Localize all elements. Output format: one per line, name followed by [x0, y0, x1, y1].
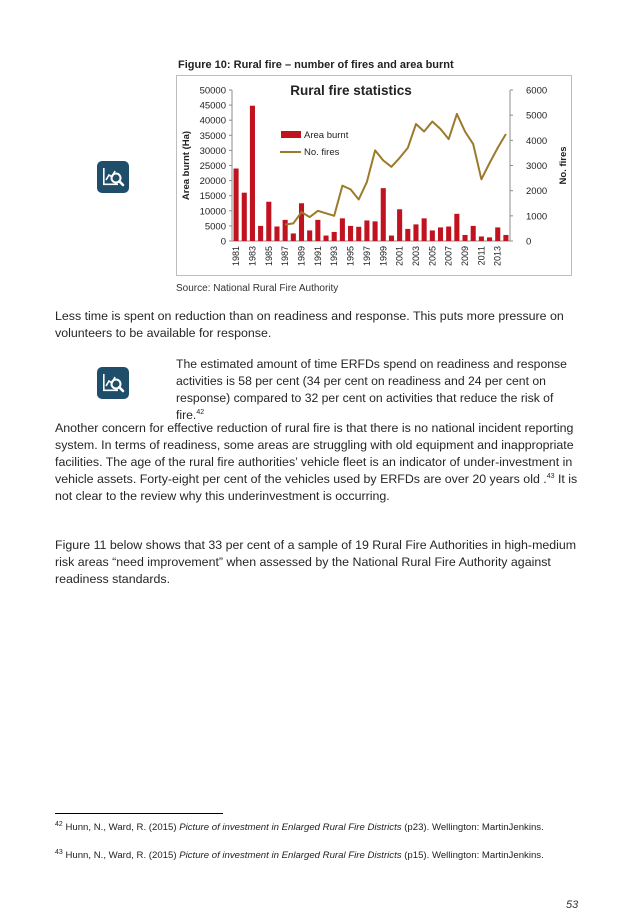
- y-tick-label: 20000: [199, 176, 226, 188]
- paragraph-text: Another concern for effective reduction of rural fire is that there is no national incident reporting system. In terms of readiness, some areas are struggling with old equipment and inappropriate facilities. The age of the rural fire authorities’ vehicle fleet is an indicator of under-investment in vehicle assets. Forty-eight per cent of the vehicles used by ERFDs are over 20 years old .: [55, 421, 574, 486]
- x-tick-label: 2001: [394, 246, 405, 267]
- y-tick-label: 0: [220, 236, 226, 248]
- y-tick-label: 30000: [199, 145, 226, 157]
- y2-tick-label: 4000: [526, 135, 548, 147]
- y2-tick-label: 1000: [526, 211, 548, 223]
- x-tick-label: 2007: [443, 246, 454, 267]
- paragraph-text: It is not clear to the review why this underinvestment is occurring.: [55, 472, 578, 503]
- x-tick-label: 1995: [345, 246, 356, 267]
- x-tick-label: 1991: [312, 246, 323, 267]
- bar-area-burnt: [479, 236, 484, 241]
- bar-area-burnt: [487, 237, 492, 241]
- y-tick-label: 50000: [199, 85, 226, 97]
- bar-area-burnt: [274, 227, 279, 241]
- bar-area-burnt: [242, 193, 247, 241]
- bar-area-burnt: [315, 220, 320, 241]
- bar-area-burnt: [381, 188, 386, 241]
- chart-title: Rural fire statistics: [290, 83, 412, 98]
- bar-area-burnt: [413, 224, 418, 241]
- x-tick-label: 1985: [263, 246, 274, 267]
- figure-source: Source: National Rural Fire Authority: [176, 283, 339, 294]
- chart: [177, 76, 571, 275]
- bar-area-burnt: [340, 218, 345, 241]
- bar-area-burnt: [471, 226, 476, 241]
- y2-axis-title: No. fires: [558, 146, 569, 185]
- bar-area-burnt: [438, 227, 443, 241]
- y-tick-label: 25000: [199, 161, 226, 172]
- footnote-text: Hunn, N., Ward, R. (2015): [62, 850, 180, 861]
- paragraph-readiness-concern: [55, 420, 580, 505]
- bar-area-burnt: [422, 218, 427, 241]
- bar-area-burnt: [258, 226, 263, 241]
- chart-magnifier-icon: [97, 161, 129, 193]
- x-tick-label: 2013: [492, 246, 503, 267]
- bar-area-burnt: [348, 226, 353, 241]
- chart-container: [176, 75, 572, 276]
- x-tick-label: 2011: [476, 246, 487, 266]
- footnote-ref: 42: [196, 408, 205, 416]
- x-tick-label: 2009: [460, 246, 471, 267]
- footnote-divider: [55, 813, 223, 814]
- y-tick-label: 45000: [199, 100, 226, 112]
- y-axis-title: Area burnt (Ha): [181, 130, 192, 201]
- footnote-ref: 43: [546, 472, 555, 480]
- bar-area-burnt: [462, 235, 467, 241]
- bar-area-burnt: [291, 233, 296, 241]
- paragraph-reduction-time: Less time is spent on reduction than on readiness and response. This puts more pressure on volunteers to be available for response.: [55, 309, 564, 340]
- footnote-number: 43: [55, 848, 63, 856]
- footnote-title: Picture of investment in Enlarged Rural Fire Districts: [179, 822, 402, 833]
- legend-label-area-burnt: Area burnt: [304, 130, 349, 141]
- footnote-title: Picture of investment in Enlarged Rural Fire Districts: [179, 850, 402, 861]
- bar-area-burnt: [373, 221, 378, 241]
- y2-tick-label: 5000: [526, 110, 548, 122]
- figure-caption: Figure 10: Rural fire – number of fires and area burnt: [178, 59, 454, 71]
- y-tick-label: 15000: [199, 191, 226, 203]
- y-tick-label: 40000: [199, 115, 226, 127]
- footnote-text: (p15). Wellington: MartinJenkins.: [401, 850, 544, 861]
- bar-area-burnt: [250, 106, 255, 241]
- x-tick-label: 1993: [329, 246, 340, 267]
- bar-area-burnt: [234, 169, 239, 241]
- highlight-finding: [176, 356, 576, 424]
- x-tick-label: 1989: [296, 246, 307, 267]
- bar-area-burnt: [397, 209, 402, 241]
- footnote-43: [55, 850, 575, 862]
- highlight-text: The estimated amount of time ERFDs spend on readiness and response activities is 58 per cent (34 per cent on readiness and 24 per cent on response) compared to 32 per cent on activities that reduce the risk of fire.: [176, 357, 567, 422]
- x-tick-label: 1983: [247, 246, 258, 267]
- x-tick-label: 1997: [361, 246, 372, 267]
- page-number: 53: [566, 899, 579, 911]
- y2-tick-label: 0: [526, 236, 532, 248]
- bar-area-burnt: [323, 236, 328, 241]
- x-tick-label: 1981: [231, 246, 242, 267]
- y2-tick-label: 2000: [526, 186, 548, 198]
- legend-label-no-fires: No. fires: [304, 147, 340, 158]
- y-tick-label: 5000: [204, 221, 226, 233]
- bar-area-burnt: [405, 229, 410, 241]
- bar-area-burnt: [495, 227, 500, 241]
- chart-magnifier-icon: [97, 367, 129, 399]
- footnote-text: (p23). Wellington: MartinJenkins.: [401, 822, 544, 833]
- y-tick-label: 35000: [199, 130, 226, 142]
- y2-tick-label: 3000: [526, 161, 548, 172]
- bar-area-burnt: [299, 203, 304, 241]
- bar-area-burnt: [283, 220, 288, 241]
- bar-area-burnt: [454, 214, 459, 241]
- x-tick-label: 2005: [427, 246, 438, 267]
- footnote-text: Hunn, N., Ward, R. (2015): [62, 822, 180, 833]
- footnote-number: 42: [55, 820, 63, 828]
- x-tick-label: 1987: [280, 246, 291, 267]
- paragraph-figure-11: Figure 11 below shows that 33 per cent of a sample of 19 Rural Fire Authorities in high-medium risk areas “need improvement” when assessed by the National Rural Fire Authority against readiness standards.: [55, 538, 577, 586]
- bar-area-burnt: [389, 236, 394, 241]
- bar-area-burnt: [503, 235, 508, 241]
- bar-area-burnt: [307, 230, 312, 241]
- bar-area-burnt: [266, 202, 271, 241]
- bar-area-burnt: [364, 220, 369, 241]
- bar-area-burnt: [430, 230, 435, 241]
- bar-area-burnt: [446, 227, 451, 241]
- x-tick-label: 1999: [378, 246, 389, 267]
- bar-area-burnt: [356, 227, 361, 241]
- bar-area-burnt: [332, 232, 337, 241]
- y2-tick-label: 6000: [526, 85, 548, 97]
- footnote-42: [55, 822, 575, 834]
- x-tick-label: 2003: [410, 246, 421, 267]
- y-tick-label: 10000: [199, 206, 226, 218]
- legend-swatch-area-burnt: [281, 131, 301, 138]
